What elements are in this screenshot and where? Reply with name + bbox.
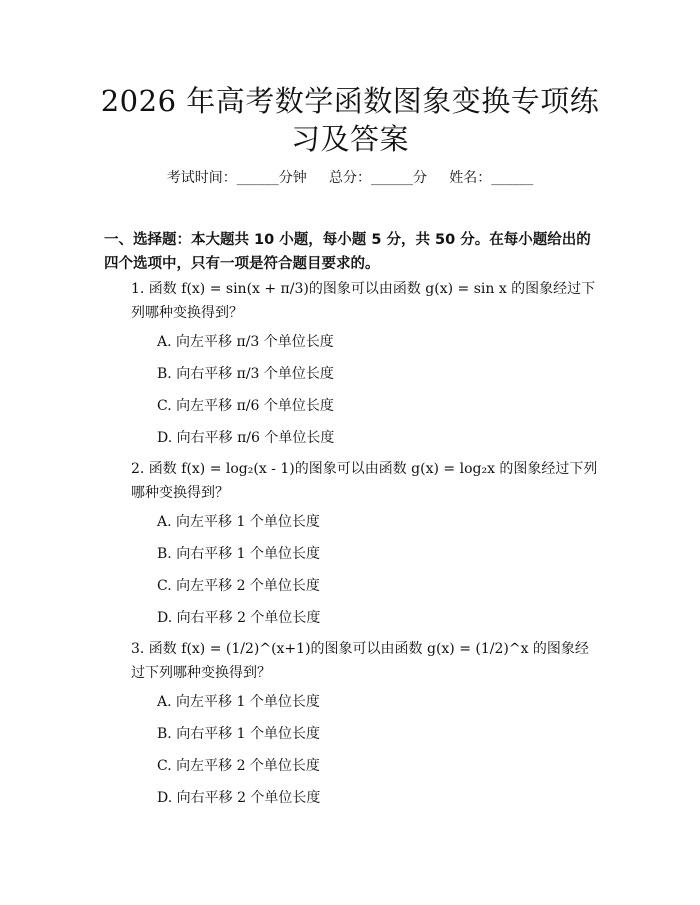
- question-1-option-a: A. 向左平移 π/3 个单位长度: [157, 334, 334, 350]
- question-2-option-c: C. 向左平移 2 个单位长度: [157, 578, 320, 594]
- question-3-option-d: D. 向右平移 2 个单位长度: [157, 790, 321, 806]
- question-2-option-d: D. 向右平移 2 个单位长度: [157, 610, 321, 626]
- question-1-option-d: D. 向右平移 π/6 个单位长度: [157, 430, 335, 446]
- question-3-option-b: B. 向右平移 1 个单位长度: [157, 726, 320, 742]
- exam-info-line: 考试时间：______分钟 总分：______分 姓名：______: [166, 170, 534, 186]
- question-1-option-b: B. 向右平移 π/3 个单位长度: [157, 366, 334, 382]
- question-3-option-a: A. 向左平移 1 个单位长度: [157, 694, 320, 710]
- section-heading: 一、选择题：本大题共 10 小题，每小题 5 分，共 50 分。在每小题给出的四个选项中，只有一项是符合题目要求的。: [104, 232, 591, 272]
- question-3-stem: 3. 函数 f(x) = (1/2)^(x+1)的图象可以由函数 g(x) = (1/2)^x 的图象经过下列哪种变换得到？: [131, 641, 589, 681]
- question-2-option-b: B. 向右平移 1 个单位长度: [157, 546, 320, 562]
- question-1-stem: 1. 函数 f(x) = sin(x + π/3)的图象可以由函数 g(x) = sin x 的图象经过下列哪种变换得到？: [131, 281, 596, 321]
- document-title: 2026 年高考数学函数图象变换专项练习及答案: [100, 84, 600, 156]
- question-1: [104, 277, 602, 325]
- question-3: [104, 637, 602, 685]
- question-2: [104, 457, 602, 505]
- question-2-stem: 2. 函数 f(x) = log₂(x - 1)的图象可以由函数 g(x) = log₂x 的图象经过下列哪种变换得到？: [131, 461, 598, 501]
- question-2-option-a: A. 向左平移 1 个单位长度: [157, 514, 320, 530]
- question-3-option-c: C. 向左平移 2 个单位长度: [157, 758, 320, 774]
- question-1-option-c: C. 向左平移 π/6 个单位长度: [157, 398, 334, 414]
